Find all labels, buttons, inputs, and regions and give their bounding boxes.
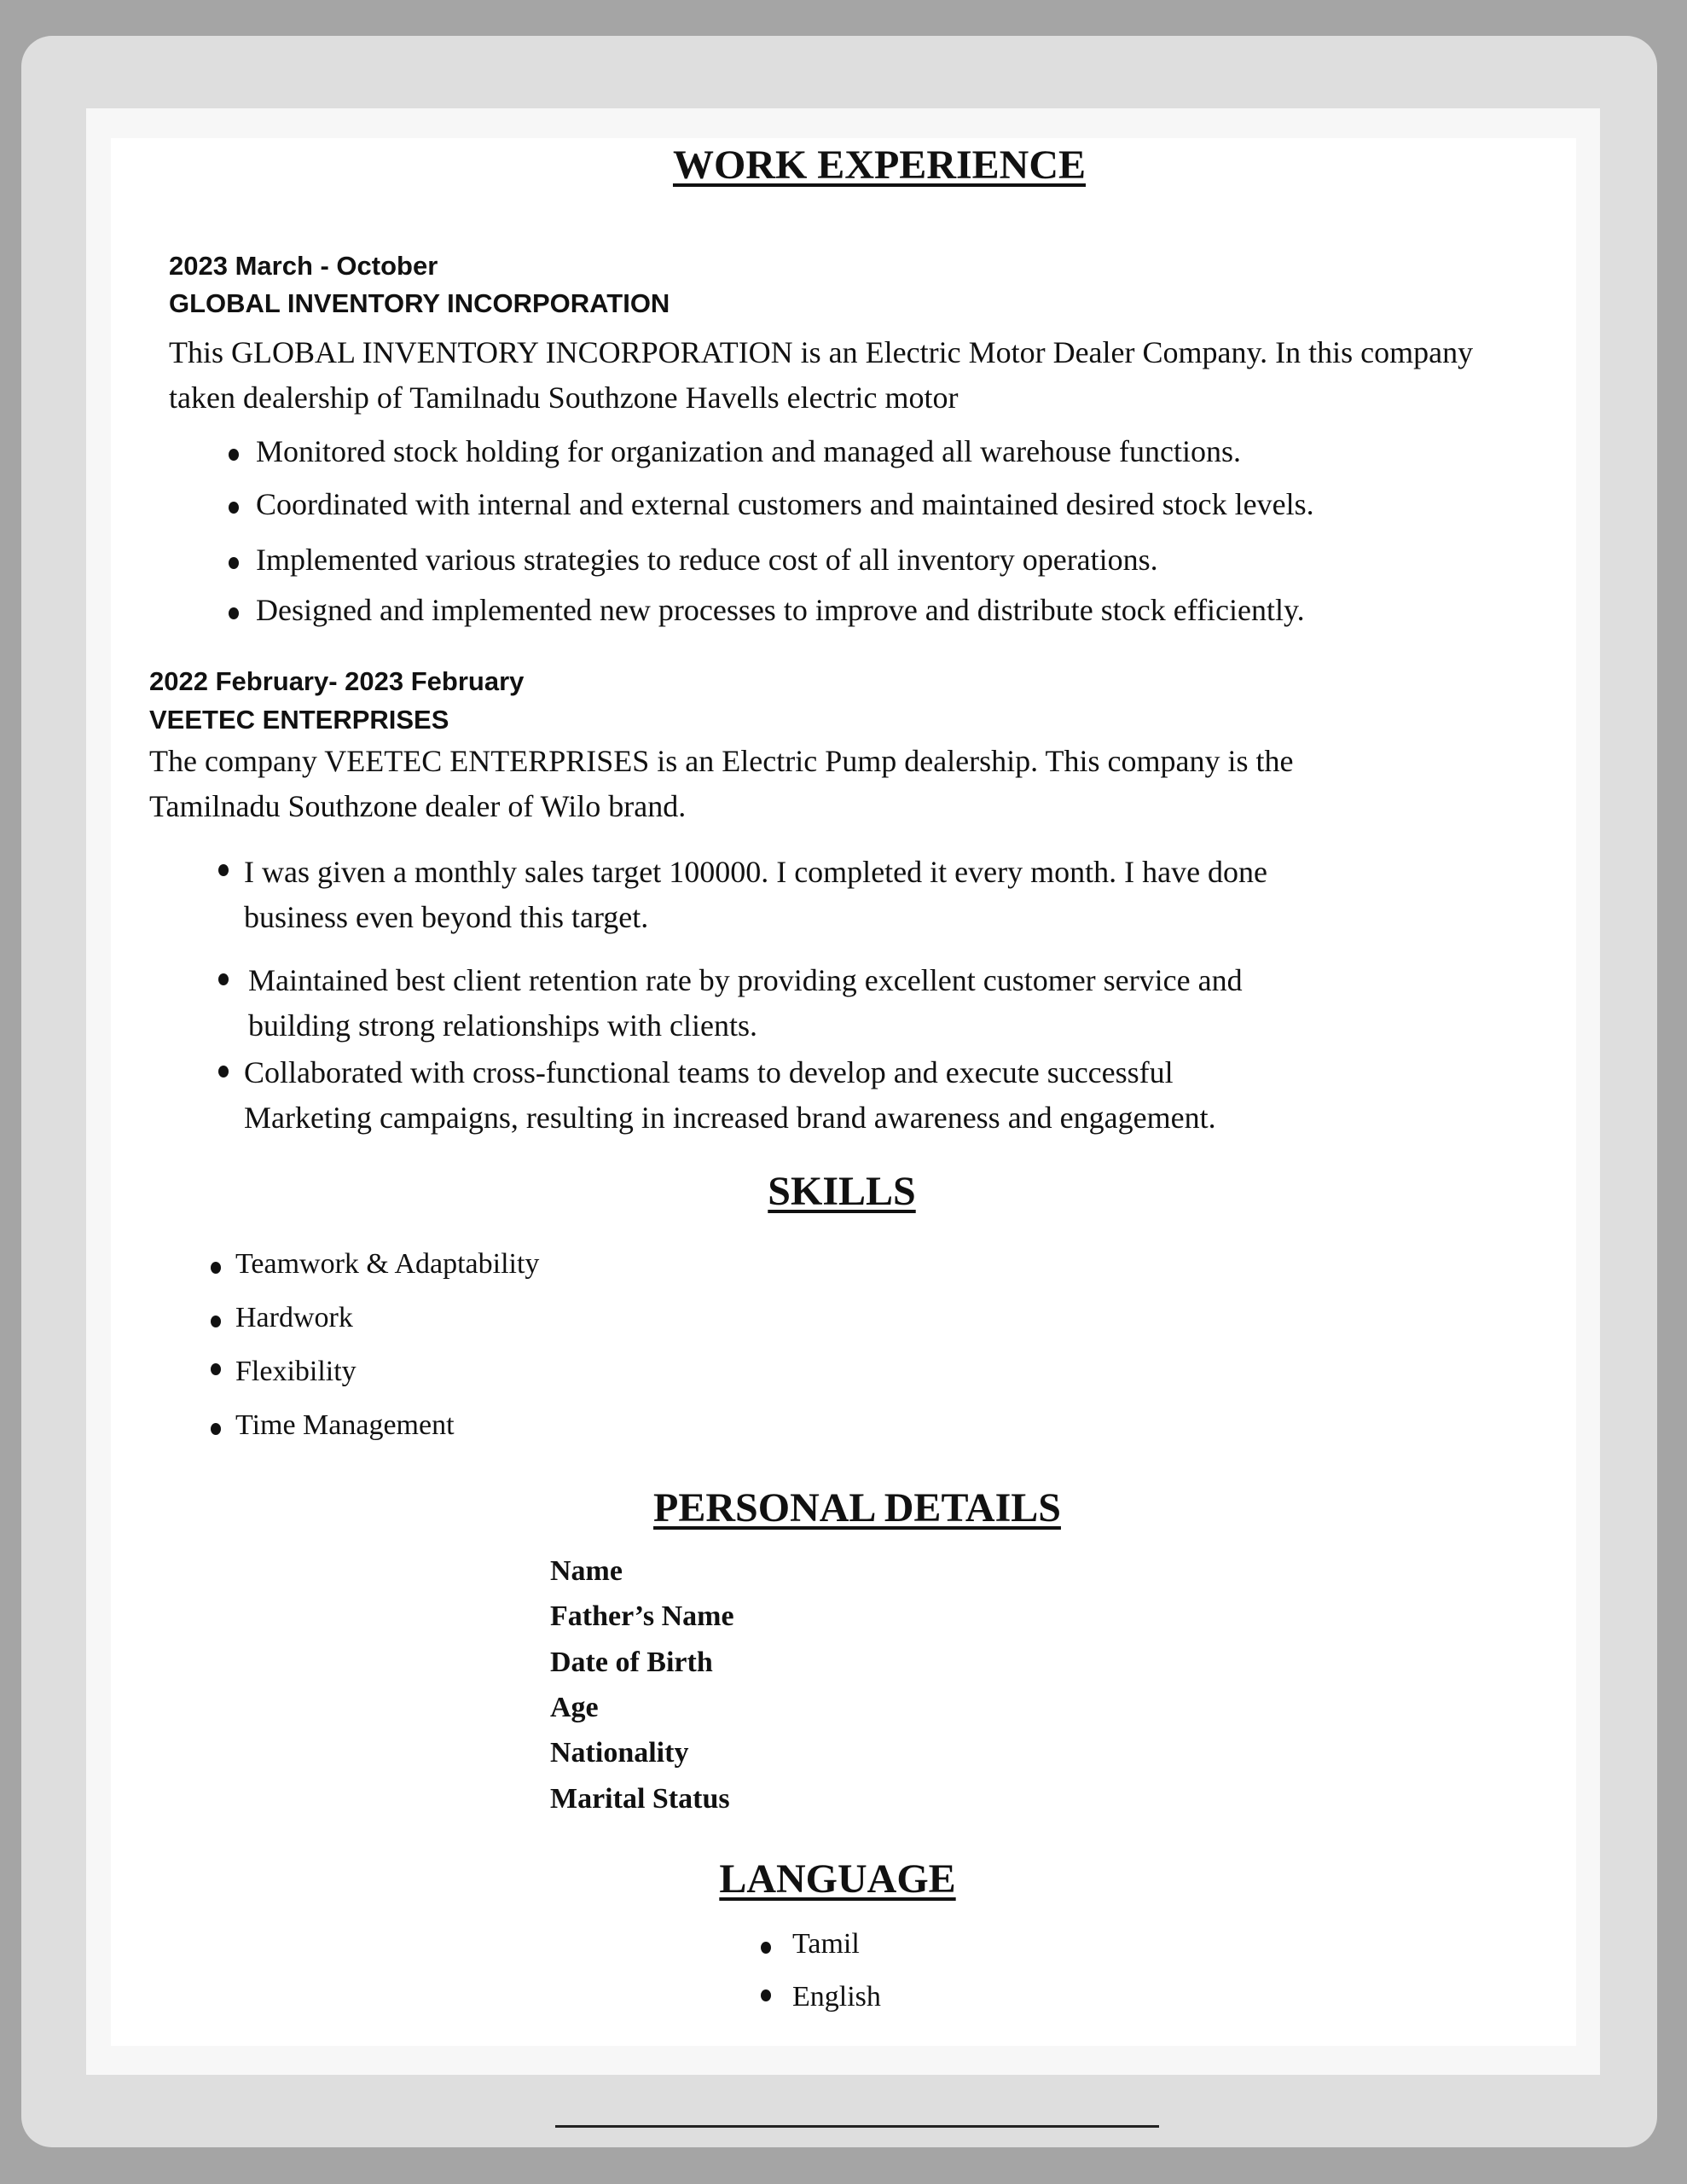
- bullet-icon: [229, 502, 239, 514]
- detail-label-nationality: Nationality: [550, 1737, 689, 1769]
- bullet-icon: [211, 1262, 221, 1274]
- job-2-period: 2022 February- 2023 February: [149, 666, 525, 696]
- detail-label-fathers-name: Father’s Name: [550, 1600, 734, 1632]
- skill-item: Flexibility: [235, 1356, 357, 1387]
- bullet-icon: [761, 1942, 771, 1954]
- bullet-icon: [218, 1066, 229, 1077]
- language-heading: LANGUAGE: [719, 1856, 956, 1902]
- home-indicator[interactable]: [555, 2125, 1159, 2128]
- job-2-description-line: Tamilnadu Southzone dealer of Wilo brand.: [149, 789, 687, 823]
- job-1-bullet: Coordinated with internal and external customers and maintained desired stock levels.: [256, 487, 1314, 521]
- job-2-bullet-line: business even beyond this target.: [244, 900, 649, 934]
- job-1-description-line: This GLOBAL INVENTORY INCORPORATION is an Electric Motor Dealer Company. In this company: [169, 335, 1474, 369]
- job-1-bullet: Monitored stock holding for organization and managed all warehouse functions.: [256, 434, 1242, 468]
- job-1-bullet: Designed and implemented new processes to improve and distribute stock efficiently.: [256, 593, 1305, 627]
- job-2-description-line: The company VEETEC ENTERPRISES is an Electric Pump dealership. This company is the: [149, 744, 1294, 778]
- bullet-icon: [229, 449, 239, 461]
- job-2-bullet-line: building strong relationships with clients.: [248, 1008, 757, 1043]
- skill-item: Teamwork & Adaptability: [235, 1248, 540, 1280]
- bullet-icon: [211, 1423, 221, 1435]
- skill-item: Hardwork: [235, 1302, 353, 1333]
- detail-label-date-of-birth: Date of Birth: [550, 1647, 713, 1678]
- job-2-bullet-line: Maintained best client retention rate by providing excellent customer service and: [248, 963, 1243, 997]
- bullet-icon: [229, 607, 239, 619]
- job-1-bullet: Implemented various strategies to reduce cost of all inventory operations.: [256, 543, 1158, 577]
- skill-item: Time Management: [235, 1409, 455, 1441]
- language-item: Tamil: [792, 1928, 860, 1960]
- job-1-description-line: taken dealership of Tamilnadu Southzone Havells electric motor: [169, 380, 959, 415]
- job-1-period: 2023 March - October: [169, 251, 438, 281]
- personal-details-heading: PERSONAL DETAILS: [653, 1485, 1061, 1531]
- bullet-icon: [761, 1989, 771, 2001]
- bullet-icon: [229, 557, 239, 569]
- detail-label-age: Age: [550, 1692, 599, 1723]
- detail-label-marital-status: Marital Status: [550, 1783, 730, 1815]
- job-1-company: GLOBAL INVENTORY INCORPORATION: [169, 288, 670, 318]
- work-experience-heading: WORK EXPERIENCE: [672, 142, 1087, 188]
- skills-heading: SKILLS: [768, 1169, 916, 1214]
- job-2-bullet-line: Marketing campaigns, resulting in increased brand awareness and engagement.: [244, 1101, 1216, 1135]
- bullet-icon: [211, 1363, 221, 1375]
- language-item: English: [792, 1981, 881, 2013]
- job-2-bullet-line: I was given a monthly sales target 100000. I completed it every month. I have done: [244, 855, 1268, 889]
- resume-page: [111, 138, 1576, 2046]
- detail-label-name: Name: [550, 1555, 623, 1587]
- job-2-company: VEETEC ENTERPRISES: [149, 705, 449, 735]
- bullet-icon: [218, 973, 229, 985]
- bullet-icon: [218, 864, 229, 876]
- bullet-icon: [211, 1316, 221, 1327]
- job-2-bullet-line: Collaborated with cross-functional teams to develop and execute successful: [244, 1055, 1174, 1089]
